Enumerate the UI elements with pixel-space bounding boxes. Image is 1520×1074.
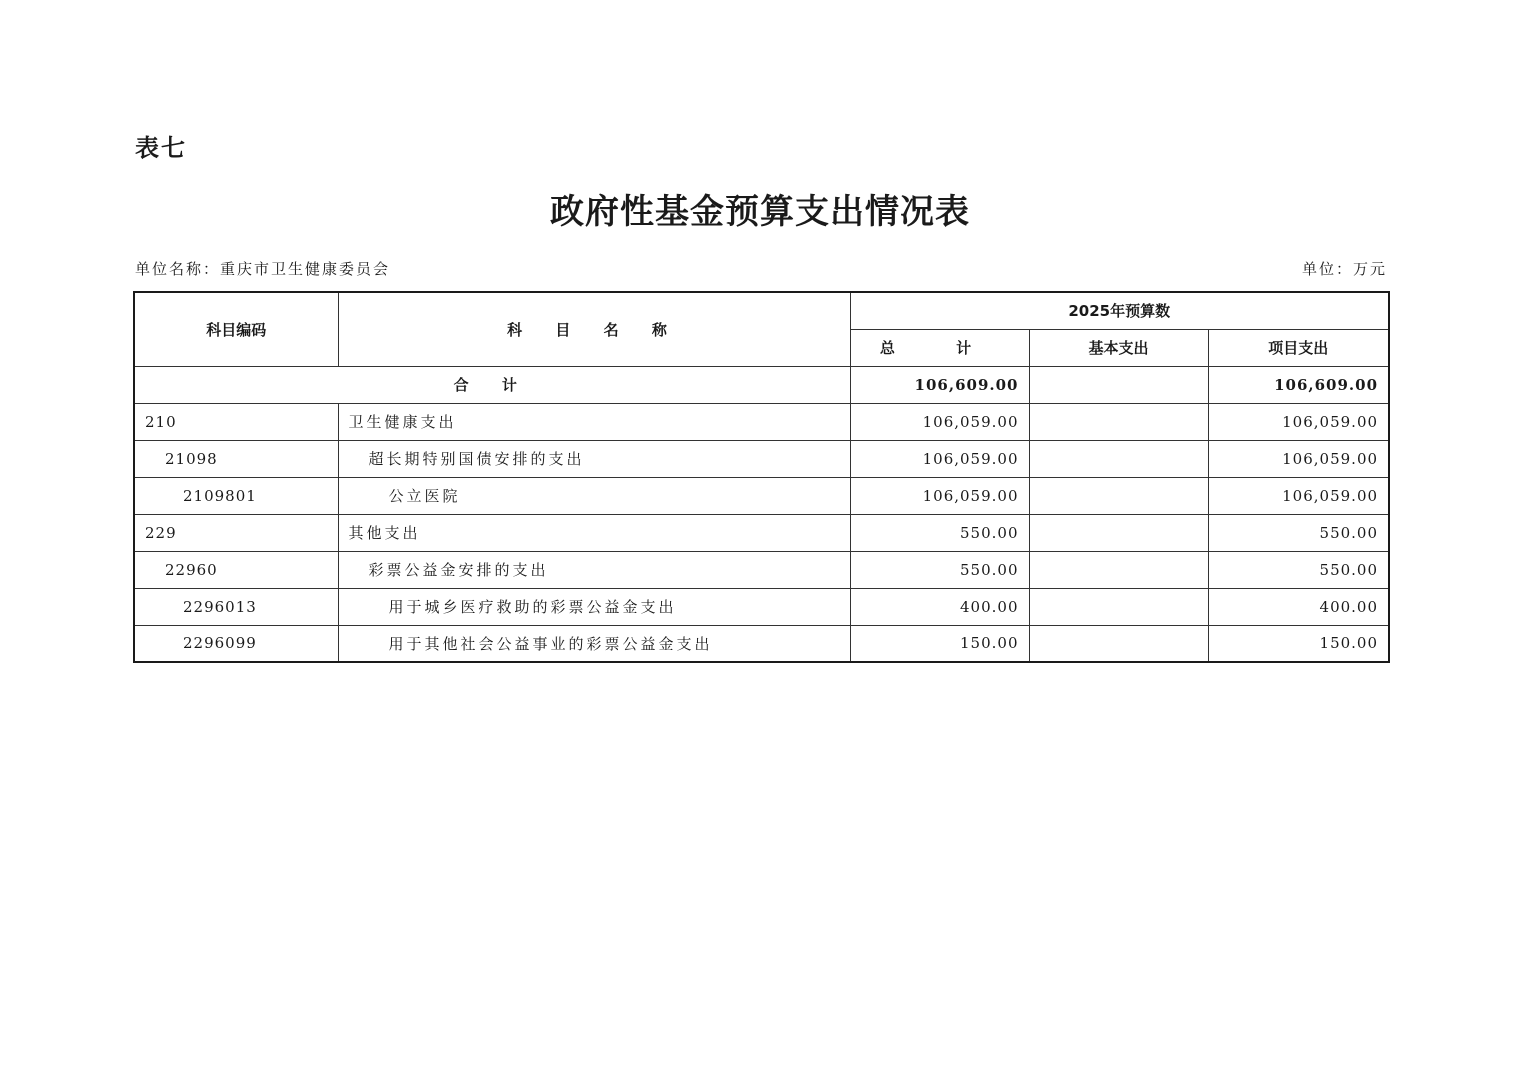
row-code: 210 — [134, 403, 338, 440]
row-total: 550.00 — [850, 551, 1029, 588]
total-row — [134, 366, 1389, 403]
total-basic — [1029, 366, 1208, 403]
row-name: 公立医院 — [338, 477, 850, 514]
row-total: 400.00 — [850, 588, 1029, 625]
row-project: 106,059.00 — [1208, 477, 1389, 514]
budget-table — [133, 291, 1390, 663]
header-name: 科 目 名 称 — [338, 292, 850, 366]
header-code: 科目编码 — [134, 292, 338, 366]
row-total: 550.00 — [850, 514, 1029, 551]
header-basic: 基本支出 — [1029, 329, 1208, 366]
header-year: 2025 — [1068, 302, 1111, 321]
row-code: 229 — [134, 514, 338, 551]
table-row — [134, 551, 1389, 588]
row-total: 106,059.00 — [850, 477, 1029, 514]
row-basic — [1029, 514, 1208, 551]
table-row — [134, 403, 1389, 440]
table-row — [134, 477, 1389, 514]
row-project: 550.00 — [1208, 551, 1389, 588]
table-row — [134, 514, 1389, 551]
row-project: 150.00 — [1208, 625, 1389, 662]
row-project: 400.00 — [1208, 588, 1389, 625]
row-basic — [1029, 440, 1208, 477]
row-basic — [1029, 588, 1208, 625]
row-name: 超长期特别国债安排的支出 — [338, 440, 850, 477]
row-basic — [1029, 625, 1208, 662]
row-basic — [1029, 477, 1208, 514]
header-year-suffix: 年预算数 — [1110, 302, 1171, 321]
page-title: 政府性基金预算支出情况表 — [550, 192, 970, 232]
total-label: 合 计 — [134, 366, 850, 403]
header-row-top — [134, 292, 1389, 329]
row-code: 2296099 — [134, 625, 338, 662]
total-project: 106,609.00 — [1208, 366, 1389, 403]
row-project: 106,059.00 — [1208, 440, 1389, 477]
table-row — [134, 625, 1389, 662]
unit-label: 单位：万元 — [1301, 260, 1387, 278]
row-basic — [1029, 551, 1208, 588]
unit-name-label: 单位名称：重庆市卫生健康委员会 — [135, 260, 391, 278]
header-year-budget — [850, 292, 1389, 329]
row-code: 2109801 — [134, 477, 338, 514]
row-code: 2296013 — [134, 588, 338, 625]
row-project: 550.00 — [1208, 514, 1389, 551]
row-name: 彩票公益金安排的支出 — [338, 551, 850, 588]
table-label: 表七 — [135, 134, 187, 162]
row-total: 106,059.00 — [850, 403, 1029, 440]
row-name: 用于其他社会公益事业的彩票公益金支出 — [338, 625, 850, 662]
row-total: 150.00 — [850, 625, 1029, 662]
row-basic — [1029, 403, 1208, 440]
header-total: 总 计 — [850, 329, 1029, 366]
row-total: 106,059.00 — [850, 440, 1029, 477]
row-code: 22960 — [134, 551, 338, 588]
total-sum: 106,609.00 — [850, 366, 1029, 403]
row-name: 其他支出 — [338, 514, 850, 551]
table-row — [134, 588, 1389, 625]
row-name: 卫生健康支出 — [338, 403, 850, 440]
row-name: 用于城乡医疗救助的彩票公益金支出 — [338, 588, 850, 625]
table-row — [134, 440, 1389, 477]
row-project: 106,059.00 — [1208, 403, 1389, 440]
row-code: 21098 — [134, 440, 338, 477]
header-project: 项目支出 — [1208, 329, 1389, 366]
